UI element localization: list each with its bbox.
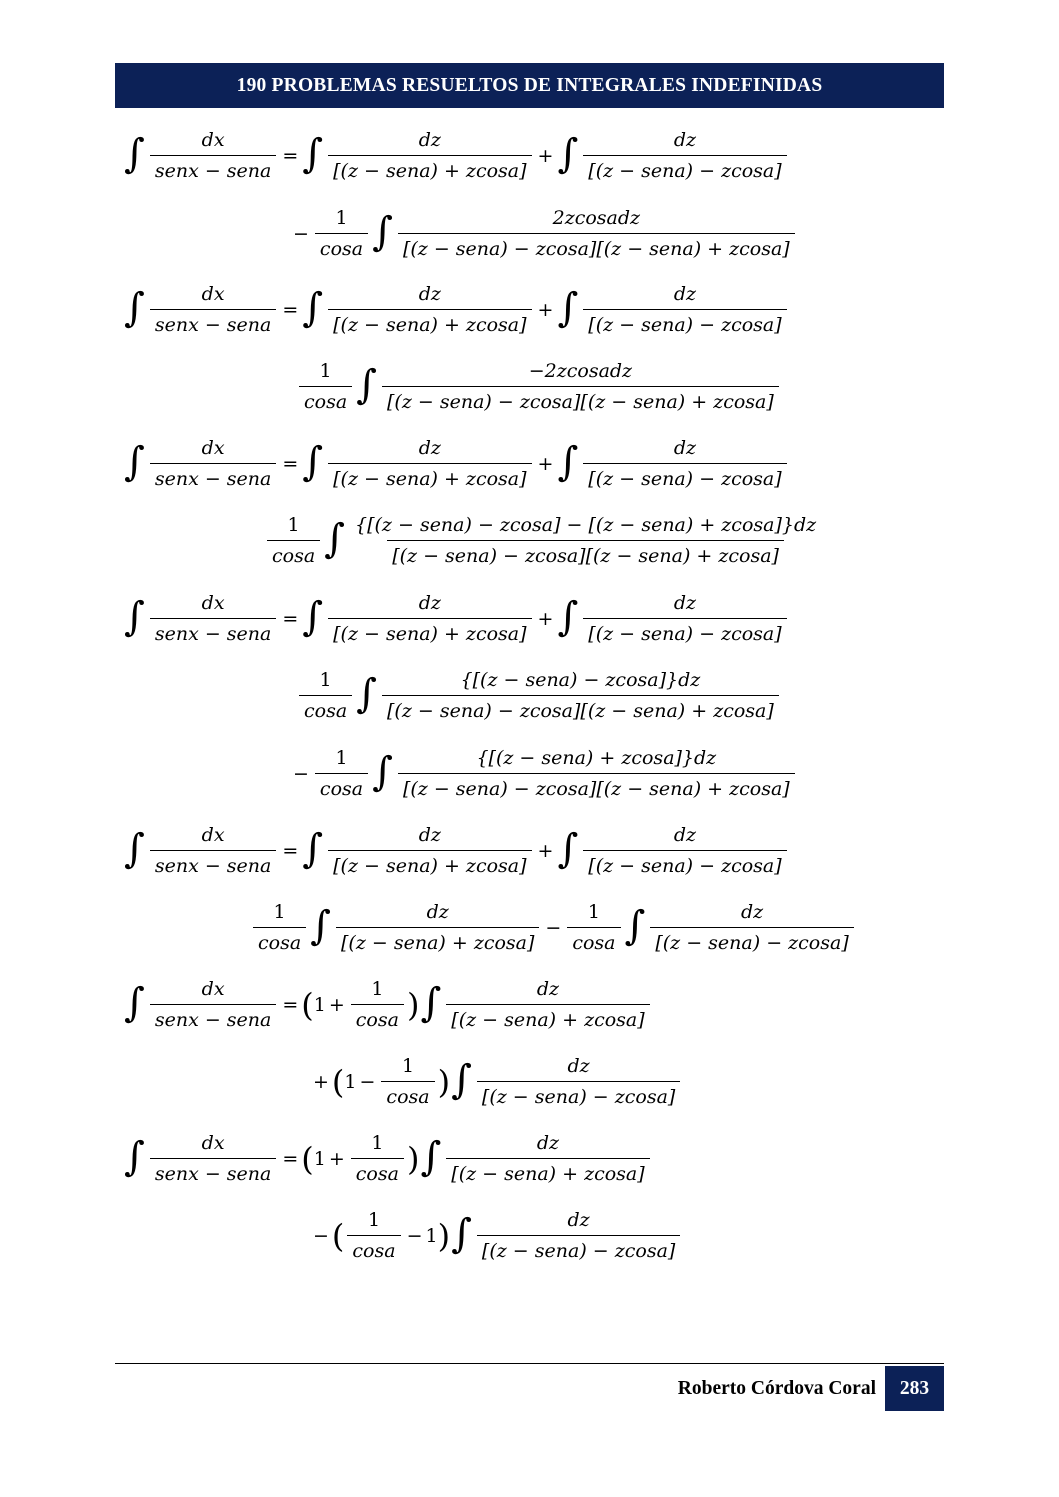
- fraction: $\frac{dx}{\text{senx − sena}}$: [150, 976, 277, 1033]
- fraction: $\frac{\text{2zcosadz}}{\text{[(z − sena) − zcosa][(z − sena) + zcosa]}}$: [398, 205, 795, 262]
- equation-line-3: [123, 281, 790, 338]
- right-paren: ): [437, 1062, 451, 1101]
- equals-sign: =: [282, 839, 299, 862]
- page-number-text: 283: [899, 1377, 930, 1399]
- equation-line-9: [290, 745, 798, 802]
- fraction: $\frac{1}{\cos a}$: [347, 1207, 400, 1264]
- fraction: $\frac{dx}{\text{senx − sena}}$: [150, 822, 277, 879]
- equation-line-1: [123, 127, 790, 184]
- fraction: $\frac{dz}{\text{[(z − sena) + zcosa]}}$: [446, 976, 649, 1033]
- right-paren: ): [406, 985, 420, 1024]
- footer-divider: [115, 1363, 944, 1364]
- fraction: $\frac{1}{\cos a}$: [381, 1053, 434, 1110]
- header-title: 190 PROBLEMAS RESUELTOS DE INTEGRALES INDEFINIDAS: [236, 74, 823, 96]
- fraction: $\frac{1}{\cos a}$: [315, 205, 368, 262]
- plus-sign: +: [537, 839, 554, 862]
- integral-sign: ∫: [124, 979, 145, 1026]
- plus-sign: +: [328, 993, 345, 1016]
- plus-sign: +: [537, 144, 554, 167]
- fraction: $\frac{1}{\cos a}$: [299, 358, 352, 415]
- equation-line-12: [123, 976, 653, 1033]
- integral-sign: ∫: [124, 593, 145, 640]
- integral-sign: ∫: [372, 208, 393, 255]
- equation-line-8: [296, 667, 782, 724]
- integral-sign: ∫: [624, 902, 646, 949]
- fraction: $\frac{\text{\{[(z − sena) − zcosa]\}dz}}{\text{[(z − sena) − zcosa][(z − sena) + zcosa]}}$: [382, 667, 779, 724]
- integral-sign: ∫: [310, 902, 332, 949]
- right-paren: ): [437, 1216, 451, 1255]
- equation-line-4: [296, 358, 782, 415]
- fraction: $\frac{dz}{\text{[(z − sena) − zcosa]}}$: [583, 281, 786, 338]
- fraction: $\frac{\text{\{[(z − sena) − zcosa] − [(z − sena) + zcosa]\}dz}}{\text{[(z − sena) − zcosa][(z − sena) + zcosa]}}$: [355, 514, 817, 567]
- fraction: $\frac{1}{\cos a}$: [351, 976, 404, 1033]
- fraction: $\frac{dz}{\text{[(z − sena) − zcosa]}}$: [583, 127, 786, 184]
- integral-sign: ∫: [356, 361, 378, 408]
- minus-sign: −: [359, 1070, 376, 1093]
- footer-author: Roberto Córdova Coral: [677, 1377, 876, 1399]
- fraction: $\frac{dx}{\text{senx − sena}}$: [150, 1130, 277, 1187]
- left-paren: (: [301, 985, 314, 1024]
- fraction: $\frac{dx}{\text{senx − sena}}$: [150, 435, 277, 492]
- integral-sign: ∫: [124, 130, 145, 177]
- fraction: $\frac{dz}{\text{[(z − sena) − zcosa]}}$: [583, 590, 786, 647]
- equation-line-10: [123, 822, 790, 879]
- integral-sign: ∫: [557, 130, 579, 177]
- equation-line-5: [123, 435, 790, 492]
- integral-sign: ∫: [557, 593, 579, 640]
- fraction: $\frac{dz}{\text{[(z − sena) + zcosa]}}$: [328, 127, 531, 184]
- equation-line-15: [310, 1207, 683, 1264]
- integral-sign: ∫: [302, 438, 324, 485]
- equation-line-7: [123, 590, 790, 647]
- fraction: $\frac{dx}{\text{senx − sena}}$: [150, 590, 277, 647]
- integral-sign: ∫: [124, 825, 145, 872]
- right-paren: ): [406, 1139, 420, 1178]
- fraction: $\frac{dz}{\text{[(z − sena) + zcosa]}}$: [328, 822, 531, 879]
- integral-sign: ∫: [420, 1133, 442, 1180]
- fraction: $\frac{1}{\cos a}$: [267, 512, 320, 569]
- integral-sign: ∫: [302, 130, 324, 177]
- equation-line-6: [264, 512, 824, 569]
- integral-sign: ∫: [451, 1056, 472, 1103]
- minus-sign: −: [545, 916, 562, 939]
- fraction: $\frac{dz}{\text{[(z − sena) − zcosa]}}$: [583, 822, 786, 879]
- equation-line-13: [310, 1053, 683, 1110]
- page-number: [885, 1366, 944, 1411]
- fraction: $\frac{\text{−2zcosadz}}{\text{[(z − sena) − zcosa][(z − sena) + zcosa]}}$: [382, 358, 779, 415]
- equals-sign: =: [282, 993, 299, 1016]
- fraction: $\frac{dz}{\text{[(z − sena) + zcosa]}}$: [328, 590, 531, 647]
- fraction: $\frac{dz}{\text{[(z − sena) − zcosa]}}$: [650, 899, 853, 956]
- integral-sign: ∫: [302, 825, 324, 872]
- fraction: $\frac{1}{\cos a}$: [351, 1130, 404, 1187]
- integral-sign: ∫: [124, 438, 145, 485]
- equals-sign: =: [282, 452, 299, 475]
- integral-sign: ∫: [356, 670, 378, 717]
- fraction: $\frac{dz}{\text{[(z − sena) + zcosa]}}$: [328, 281, 531, 338]
- plus-sign: +: [313, 1070, 329, 1093]
- fraction: $\frac{dz}{\text{[(z − sena) + zcosa]}}$: [446, 1130, 649, 1187]
- fraction: $\frac{dx}{\text{senx − sena}}$: [150, 127, 277, 184]
- minus-sign: −: [293, 762, 309, 785]
- one: 1: [425, 1224, 438, 1247]
- integral-sign: ∫: [302, 593, 324, 640]
- plus-sign: +: [537, 298, 554, 321]
- page-header: [115, 63, 944, 108]
- integral-sign: ∫: [557, 284, 579, 331]
- equation-line-11: [250, 899, 857, 956]
- fraction: $\frac{dz}{\text{[(z − sena) − zcosa]}}$: [583, 435, 786, 492]
- fraction: $\frac{1}{\cos a}$: [299, 667, 352, 724]
- integral-sign: ∫: [302, 284, 324, 331]
- integral-sign: ∫: [372, 748, 393, 795]
- one: 1: [344, 1070, 357, 1093]
- fraction: $\frac{dx}{\text{senx − sena}}$: [150, 281, 277, 338]
- left-paren: (: [331, 1216, 345, 1255]
- integral-sign: ∫: [420, 979, 442, 1026]
- equals-sign: =: [282, 144, 299, 167]
- left-paren: (: [331, 1062, 345, 1101]
- one: 1: [313, 1147, 326, 1170]
- plus-sign: +: [537, 607, 554, 630]
- equation-line-14: [123, 1130, 653, 1187]
- equals-sign: =: [282, 1147, 299, 1170]
- equals-sign: =: [282, 298, 299, 321]
- fraction: $\frac{dz}{\text{[(z − sena) − zcosa]}}$: [477, 1207, 680, 1264]
- minus-sign: −: [406, 1224, 423, 1247]
- one: 1: [313, 993, 326, 1016]
- fraction: $\frac{\text{\{[(z − sena) + zcosa]\}dz}}{\text{[(z − sena) − zcosa][(z − sena) + zcosa]}}$: [398, 745, 795, 802]
- minus-sign: −: [293, 222, 309, 245]
- integral-sign: ∫: [124, 1133, 145, 1180]
- integral-sign: ∫: [557, 825, 579, 872]
- fraction: $\frac{1}{\cos a}$: [315, 745, 368, 802]
- equation-line-2: [290, 205, 798, 262]
- fraction: $\frac{dz}{\text{[(z − sena) + zcosa]}}$: [336, 899, 539, 956]
- plus-sign: +: [328, 1147, 345, 1170]
- fraction: $\frac{dz}{\text{[(z − sena) + zcosa]}}$: [328, 435, 531, 492]
- fraction: $\frac{1}{\cos a}$: [567, 899, 620, 956]
- integral-sign: ∫: [557, 438, 579, 485]
- fraction: $\frac{dz}{\text{[(z − sena) − zcosa]}}$: [477, 1053, 680, 1110]
- equals-sign: =: [282, 607, 299, 630]
- integral-sign: ∫: [324, 515, 346, 562]
- integral-sign: ∫: [124, 284, 145, 331]
- plus-sign: +: [537, 452, 554, 475]
- minus-sign: −: [313, 1224, 329, 1247]
- left-paren: (: [301, 1139, 314, 1178]
- integral-sign: ∫: [451, 1210, 472, 1257]
- fraction: $\frac{1}{\cos a}$: [253, 899, 306, 956]
